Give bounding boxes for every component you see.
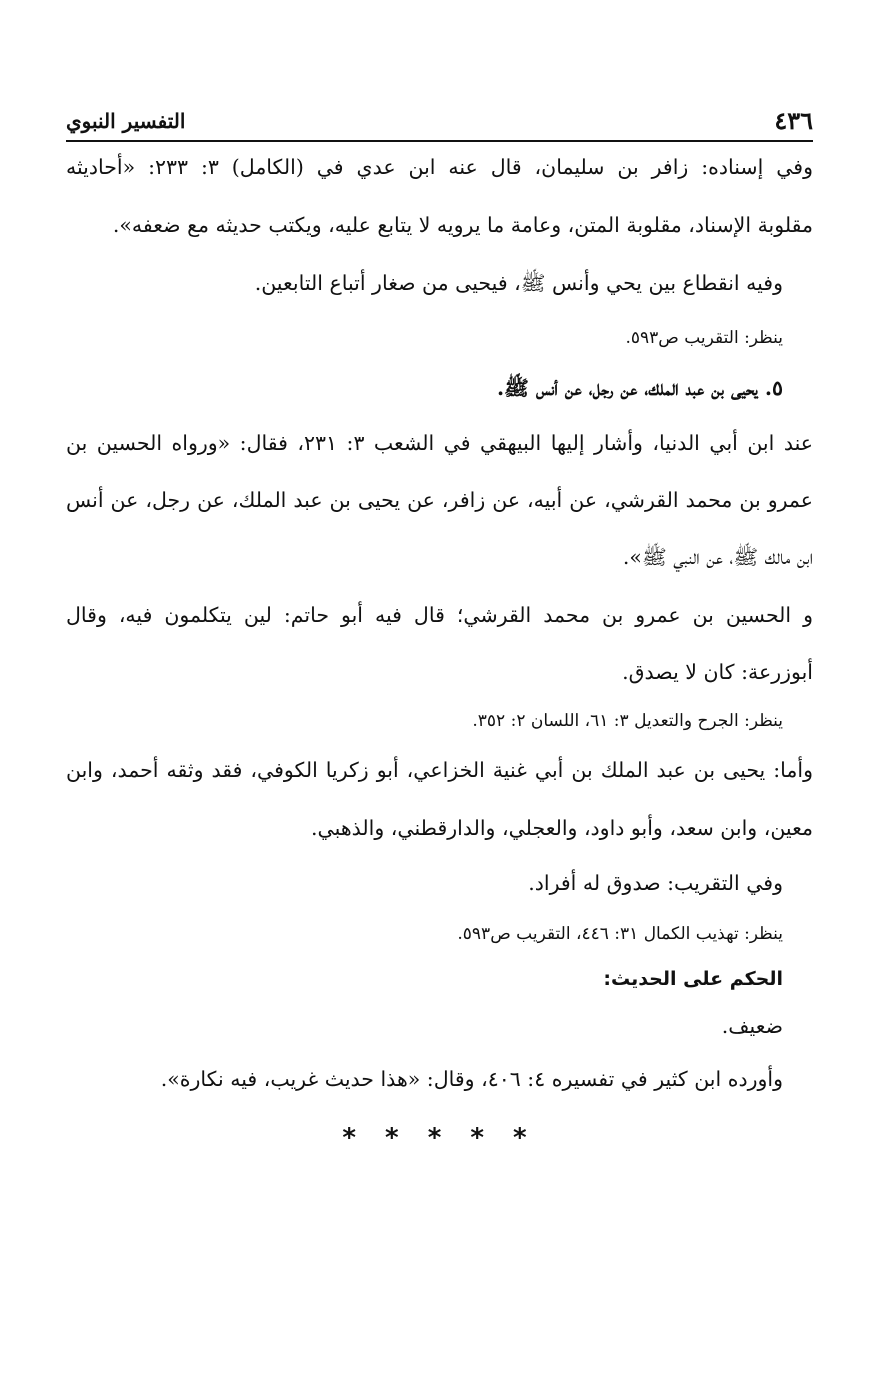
reference-note: ينظر: تهذيب الكمال ٣١: ٤٤٦، التقريب ص٥٩٣.: [457, 924, 783, 944]
paragraph-line: عند ابن أبي الدنيا، وأشار إليها البيهقي في الشعب ٣: ٢٣١، فقال: «ورواه الحسين بن: [66, 431, 813, 455]
paragraph-line: عمرو بن محمد القرشي، عن أبيه، عن زافر، عن يحيى بن عبد الملك، عن رجل، عن أنس: [66, 488, 813, 512]
ruling-heading: الحكم على الحديث:: [603, 968, 783, 990]
ruling-text: ضعيف.: [721, 1014, 783, 1038]
paragraph-line: و الحسين بن عمرو بن محمد القرشي؛ قال فيه أبو حاتم: لين يتكلمون فيه، وقال: [66, 603, 813, 627]
page-header: [66, 96, 813, 142]
section-heading: ٥. يحيى بن عبد الملك، عن رجل، عن أنس ﷺ.: [496, 376, 783, 400]
section-separator: * * * * *: [342, 1123, 537, 1153]
paragraph-line: وفي التقريب: صدوق له أفراد.: [528, 871, 783, 895]
reference-note: ينظر: التقريب ص٥٩٣.: [625, 328, 783, 348]
page-number: ٤٣٦: [774, 106, 813, 135]
paragraph-line: أبوزرعة: كان لا يصدق.: [622, 660, 813, 684]
paragraph-line: وفيه انقطاع بين يحي وأنس ﷺ، فيحيى من صغار أتباع التابعين.: [254, 271, 783, 295]
paragraph-line: مقلوبة الإسناد، مقلوبة المتن، وعامة ما يرويه لا يتابع عليه، ويكتب حديثه مع ضعفه».: [112, 213, 813, 237]
paragraph-line: وأما: يحيى بن عبد الملك بن أبي غنية الخزاعي، أبو زكريا الكوفي، فقد وثقه أحمد، وابن: [66, 758, 813, 782]
reference-note: ينظر: الجرح والتعديل ٣: ٦١، اللسان ٢: ٣٥٢.: [472, 711, 783, 731]
paragraph-line: معين، وابن سعد، وأبو داود، والعجلي، والدارقطني، والذهبي.: [311, 816, 813, 840]
paragraph-line: وأورده ابن كثير في تفسيره ٤: ٤٠٦، وقال: «هذا حديث غريب، فيه نكارة».: [160, 1067, 783, 1091]
paragraph-line: وفي إسناده: زافر بن سليمان، قال عنه ابن عدي في (الكامل) ٣: ٢٣٣: «أحاديثه: [66, 155, 813, 179]
paragraph-line: ابن مالك ﷺ، عن النبي ﷺ».: [622, 545, 813, 569]
running-title: التفسير النبوي: [66, 109, 186, 133]
